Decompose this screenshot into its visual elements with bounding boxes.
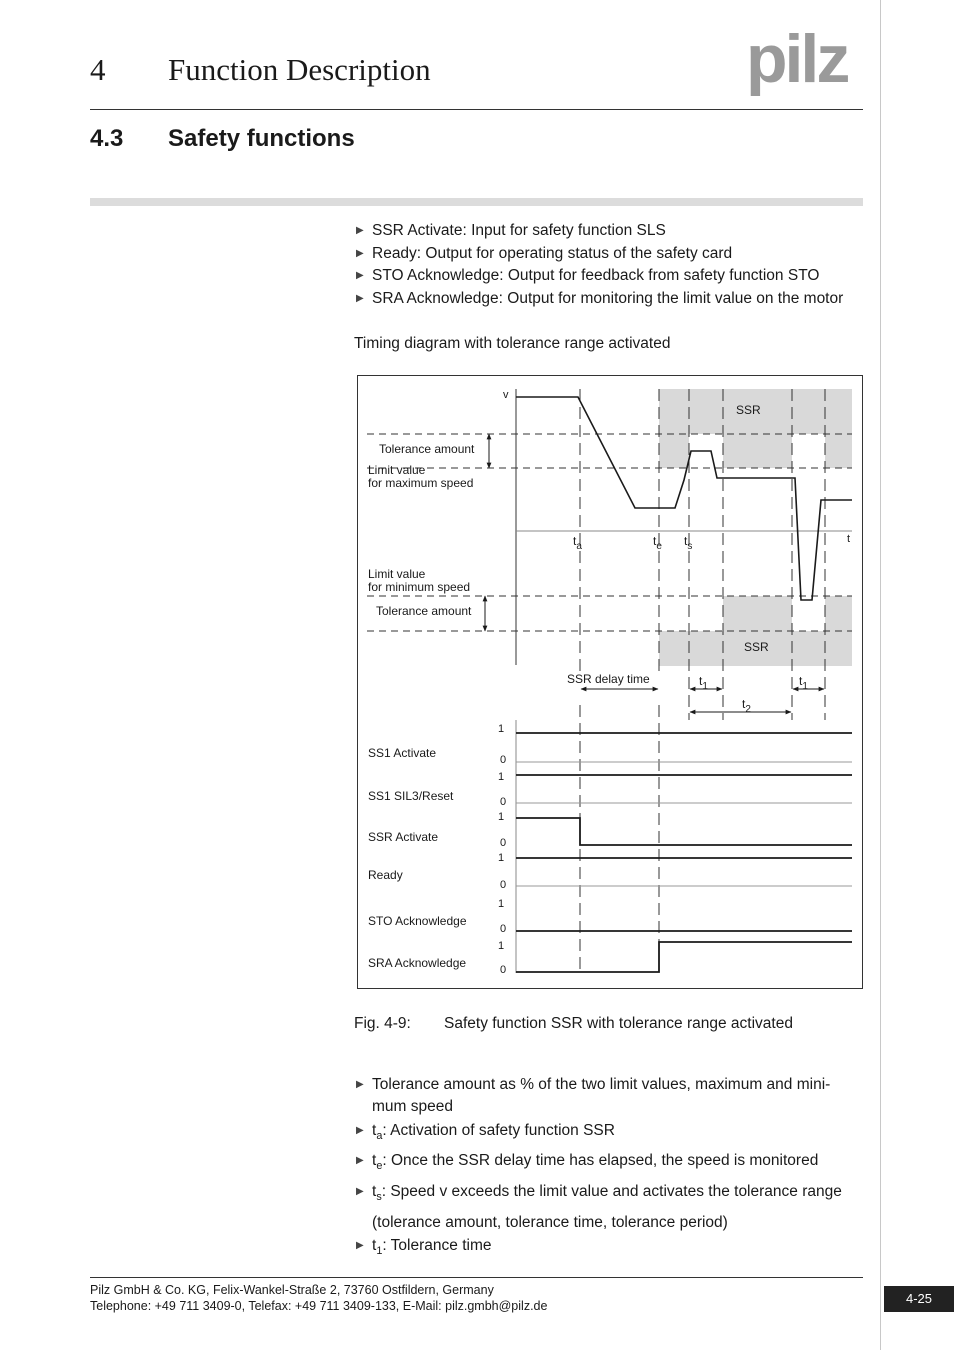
bullet-arrow-icon: ▶: [356, 292, 364, 304]
bullet-arrow-icon: ▶: [356, 270, 364, 281]
bullet-arrow-icon: ▶: [356, 1186, 364, 1198]
bullet-arrow-icon: ▶: [356, 225, 364, 236]
list-item: ▶ STO Acknowledge: Output for feedback from safety function STO: [354, 265, 866, 288]
bullet-arrow-icon: ▶: [356, 1154, 364, 1166]
svg-text:1: 1: [498, 852, 505, 864]
page-number-badge: 4-25: [884, 1286, 954, 1312]
svg-text:0: 0: [500, 796, 507, 808]
svg-text:1: 1: [498, 771, 505, 783]
bullet-arrow-icon: ▶: [356, 1240, 364, 1252]
signal-label-ready: Ready: [368, 868, 403, 882]
pilz-logo: [746, 24, 866, 96]
figure-caption-text: Safety function SSR with tolerance range activated: [444, 1015, 793, 1032]
list-item: ▶ $t_a$: Activation of safety function SSR: [356, 1122, 615, 1143]
definition-bullet-list: [354, 1074, 866, 1263]
signal-bullet-list: [354, 220, 866, 310]
chapter-title: Function Description: [168, 52, 431, 87]
header-rule: [90, 109, 863, 110]
chapter-number: 4: [90, 52, 106, 87]
ssr-lower-label: SSR: [744, 640, 769, 654]
t1-left-label: $t_1$: [699, 674, 708, 692]
ssr-delay-time-label: SSR delay time: [567, 672, 650, 686]
t2-label: $t_2$: [742, 697, 751, 715]
list-item: ▶ SSR Activate: Input for safety function SLS: [354, 220, 866, 243]
svg-text:1: 1: [498, 898, 505, 910]
logo-text: pilz: [746, 24, 848, 96]
list-item: ▶ Ready: Output for operating status of the safety card: [354, 243, 866, 266]
svg-text:0: 0: [500, 837, 507, 849]
svg-text:1: 1: [498, 811, 505, 823]
svg-text:1: 1: [498, 940, 505, 952]
signal-label-ss1-sil3-reset: SS1 SIL3/Reset: [368, 789, 454, 803]
limit-min-label-1: Limit value: [368, 567, 426, 581]
ta-label: $t_a$: [573, 534, 582, 552]
limit-max-label-2: for maximum speed: [368, 476, 474, 490]
ts-label: $t_s$: [684, 534, 693, 552]
section-title: Safety functions: [168, 125, 355, 152]
list-item: ▶ $t_e$: Once the SSR delay time has elapsed, the speed is monitored: [356, 1151, 819, 1172]
tolerance-amount-upper-label: Tolerance amount: [379, 442, 475, 456]
svg-text:0: 0: [500, 964, 507, 976]
t-axis-label: t: [847, 533, 851, 545]
timing-diagram: [357, 375, 863, 989]
list-item: ▶ $t_s$: Speed v exceeds the limit value and activates the tolerance range (tolerance amount, tolerance time, tolerance period): [354, 1179, 866, 1235]
limit-min-label-2: for minimum speed: [368, 580, 471, 594]
bullet-arrow-icon: ▶: [356, 1125, 364, 1136]
svg-text:1: 1: [498, 723, 505, 735]
te-label: $t_e$: [653, 534, 662, 552]
bullet-arrow-icon: ▶: [356, 1079, 364, 1090]
signal-label-sra-acknowledge: SRA Acknowledge: [368, 956, 467, 970]
v-axis-label: v: [503, 389, 509, 401]
list-item: ▶ SRA Acknowledge: Output for monitoring the limit value on the motor: [354, 288, 866, 311]
t1-right-label: $t_1$: [799, 674, 808, 692]
svg-text:0: 0: [500, 879, 507, 891]
svg-text:0: 0: [500, 754, 507, 766]
right-margin-rule: [880, 0, 881, 1350]
tolerance-amount-lower-label: Tolerance amount: [376, 604, 472, 618]
section-divider-bar: [90, 198, 863, 206]
bullet-arrow-icon: ▶: [356, 247, 364, 259]
ssr-upper-label: SSR: [736, 403, 761, 417]
list-item: ▶ Tolerance amount as % of the two limit values, maximum and mini- mum speed: [356, 1076, 831, 1115]
footer-address: Pilz GmbH & Co. KG, Felix-Wankel-Straße 2, 73760 Ostfildern, Germany: [90, 1283, 494, 1297]
figure-caption-label: Fig. 4-9:: [354, 1015, 411, 1032]
list-item: ▶ $t_1$: Tolerance time: [356, 1237, 492, 1258]
intro-text: Timing diagram with tolerance range activated: [354, 335, 671, 352]
signal-label-ssr-activate: SSR Activate: [368, 830, 439, 844]
section-number: 4.3: [90, 125, 124, 152]
signal-label-sto-acknowledge: STO Acknowledge: [368, 914, 467, 928]
limit-max-label-1: Limit value: [368, 463, 426, 477]
signal-label-ss1-activate: SS1 Activate: [368, 746, 437, 760]
svg-text:0: 0: [500, 923, 507, 935]
footer-rule: [90, 1277, 863, 1278]
footer-contact: Telephone: +49 711 3409-0, Telefax: +49 711 3409-133, E-Mail: pilz.gmbh@pilz.de: [90, 1299, 548, 1313]
